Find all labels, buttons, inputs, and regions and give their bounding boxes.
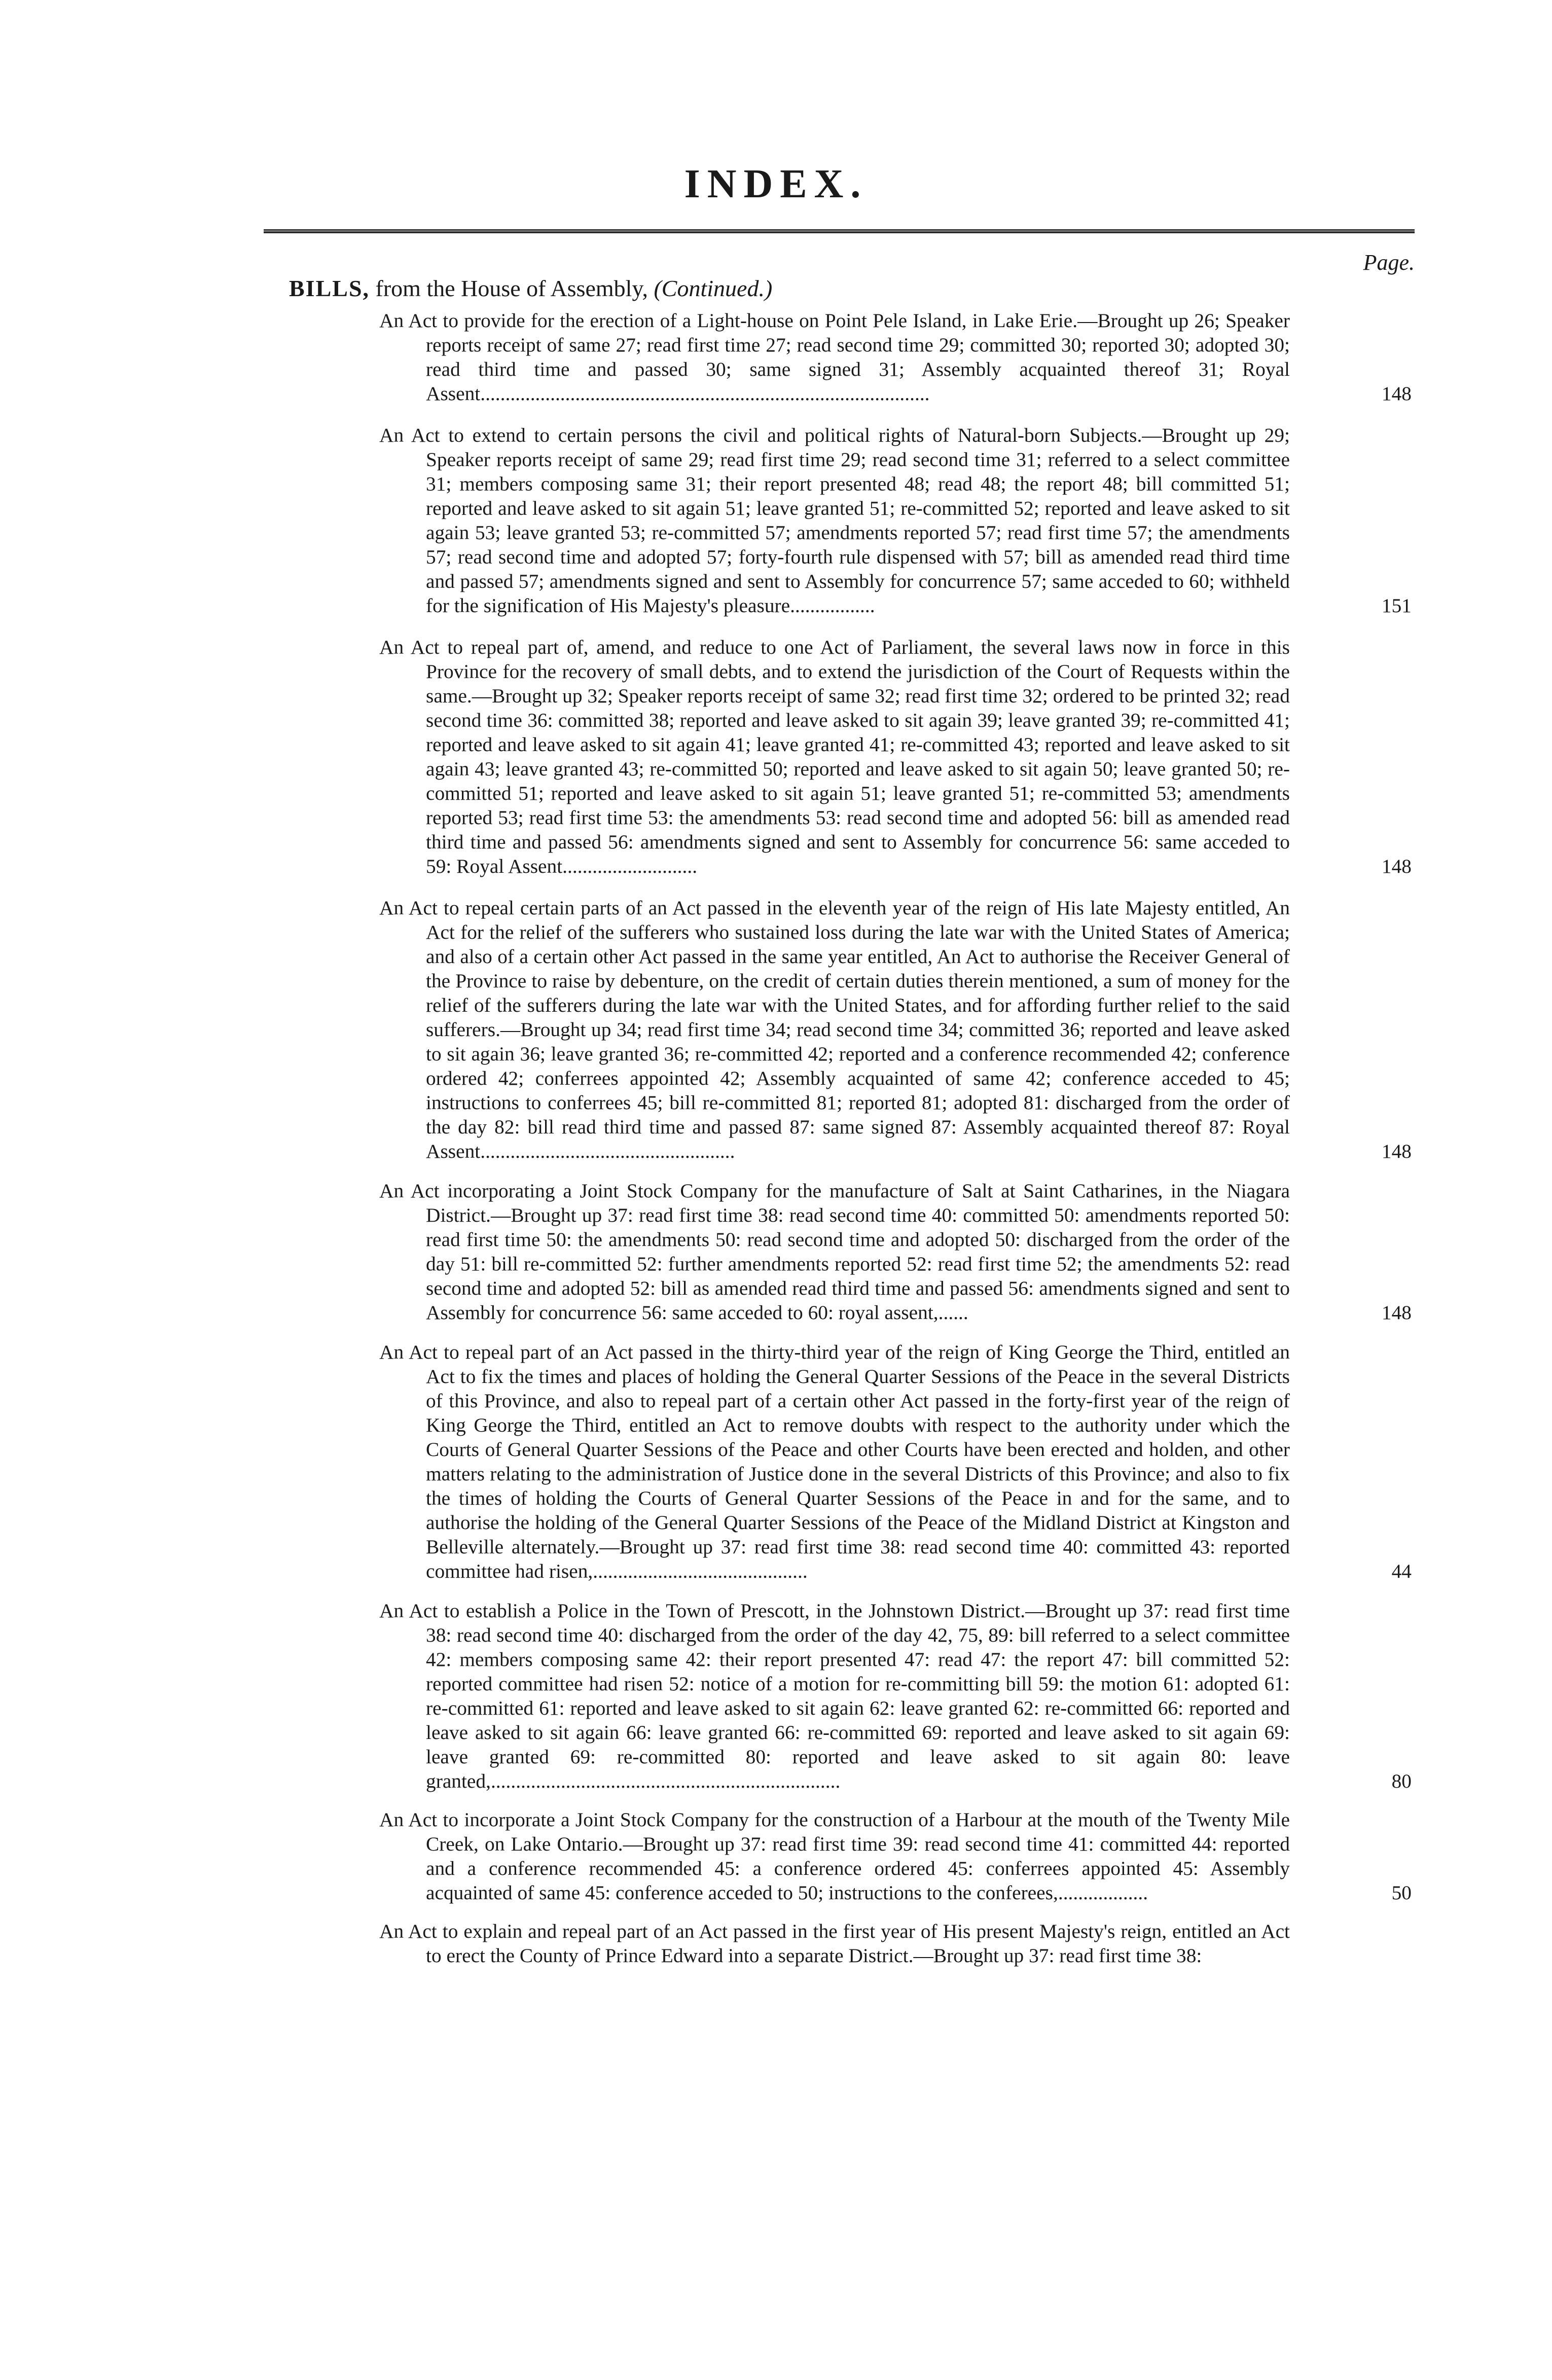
section-heading-label: BILLS, bbox=[289, 275, 370, 301]
index-entry bbox=[379, 1919, 1412, 1968]
index-entry-page-number: 148 bbox=[1381, 382, 1412, 405]
index-entry-text: An Act incorporating a Joint Stock Company for the manufacture of Salt at Saint Catharines, in the Niagara District.—Brought up 37: read first time 38: read second time 40: committed 50: amendments reported 50: read first time 50: the amendments 50: read second time and adopted 50: discharged from the order of the day 51: bill re-committed 52: further amendments reported 52: read first time 52; the amendments 52: read second time and adopted 52: bill as amended read third time and passed 56: amendments signed and sent to Assembly for concurrence 56: same acceded to 60: royal assent,...... bbox=[379, 1180, 1290, 1324]
section-subheading: from the House of Assembly, bbox=[375, 275, 648, 301]
title-rule bbox=[264, 229, 1415, 233]
index-entry bbox=[379, 1340, 1412, 1583]
index-entry bbox=[379, 423, 1412, 618]
index-entry-page-number: 151 bbox=[1381, 594, 1412, 617]
page-title: INDEX. bbox=[684, 162, 868, 206]
index-entry-text: An Act to incorporate a Joint Stock Company for the construction of a Harbour at the mouth of the Twenty Mile Creek, on Lake Ontario.—Brought up 37: read first time 39: read second time 41: committed 44: reported and a conference recommended 45: a conference ordered 45: conferrees appointed 45: Assembly acquainted of same 45: conference acceded to 50; instructions to the conferees,.................. bbox=[379, 1808, 1290, 1904]
index-entry bbox=[379, 1807, 1412, 1905]
index-entry-text: An Act to extend to certain persons the civil and political rights of Natural-born Subjects.—Brought up 29; Speaker reports receipt of same 29; read first time 29; read second time 31; referred to a select committee 31; members composing same 31; their report presented 48; read 48; the report 48; bill committed 51; reported and leave asked to sit again 51; leave granted 51; re-committed 52; reported and leave asked to sit again 53; leave granted 53; re-committed 57; amendments reported 57; read first time 57; the amendments 57; read second time and adopted 57; forty-fourth rule dispensed with 57; bill as amended read third time and passed 57; amendments signed and sent to Assembly for concurrence 57; same acceded to 60; withheld for the signification of His Majesty's pleasure................. bbox=[379, 424, 1290, 617]
index-entry bbox=[379, 896, 1412, 1163]
section-heading bbox=[289, 275, 772, 302]
index-entry bbox=[379, 1179, 1412, 1325]
index-entry-page-number: 148 bbox=[1381, 1301, 1412, 1324]
index-entry bbox=[379, 635, 1412, 878]
index-entry-page-number: 148 bbox=[1381, 855, 1412, 877]
index-entry bbox=[379, 1598, 1412, 1793]
index-entry-page-number: 80 bbox=[1391, 1770, 1412, 1792]
index-entry-page-number: 50 bbox=[1391, 1881, 1412, 1904]
index-entry bbox=[379, 308, 1412, 406]
index-entry-text: An Act to repeal certain parts of an Act passed in the eleventh year of the reign of His late Majesty entitled, An Act for the relief of the sufferers who sustained loss during the late war with the United States of America; and also of a certain other Act passed in the same year entitled, An Act to authorise the Receiver General of the Province to raise by debenture, on the credit of certain duties therein mentioned, a sum of money for the relief of the sufferers during the late war with the United States, and for affording further relief to the said sufferers.—Brought up 34; read first time 34; read second time 34; committed 36; reported and leave asked to sit again 36; leave granted 36; re-committed 42; reported and a conference recommended 42; conference ordered 42; conferrees appointed 42; Assembly acquainted of same 42; conference acceded to 45; instructions to conferrees 45; bill re-committed 81; reported 81; adopted 81: discharged from the order of the day 82: bill read third time and passed 87: same signed 87: Assembly acquainted thereof 87: Royal Assent................................................... bbox=[379, 897, 1290, 1162]
index-entry-text: An Act to repeal part of an Act passed in the thirty-third year of the reign of King George the Third, entitled an Act to fix the times and places of holding the General Quarter Sessions of the Peace in the several Districts of this Province, and also to repeal part of a certain other Act passed in the forty-first year of the reign of King George the Third, entitled an Act to remove doubts with respect to the authority under which the Courts of General Quarter Sessions of the Peace and other Courts have been erected and holden, and other matters relating to the administration of Justice done in the several Districts of this Province; and also to fix the times of holding the Courts of General Quarter Sessions of the Peace in and for the same, and to authorise the holding of the General Quarter Sessions of the Peace of the Midland District at Kingston and Belleville alternately.—Brought up 37: read first time 38: read second time 40: committed 43: reported committee had risen,........................................... bbox=[379, 1341, 1290, 1582]
index-entry-text: An Act to repeal part of, amend, and reduce to one Act of Parliament, the several laws now in force in this Province for the recovery of small debts, and to extend the jurisdiction of the Court of Requests within the same.—Brought up 32; Speaker reports receipt of same 32; read first time 32; ordered to be printed 32; read second time 36: committed 38; reported and leave asked to sit again 39; leave granted 39; re-committed 41; reported and leave asked to sit again 41; leave granted 41; re-committed 43; reported and leave asked to sit again 43; leave granted 43; re-committed 50; reported and leave asked to sit again 50; leave granted 50; re-committed 51; reported and leave asked to sit again 51; leave granted 51; re-committed 53; amendments reported 53; read first time 53: the amendments 53: read second time and adopted 56: bill as amended read third time and passed 56: amendments signed and sent to Assembly for concurrence 56: same acceded to 59: Royal Assent........................... bbox=[379, 636, 1290, 877]
page-column-label: Page. bbox=[1363, 250, 1415, 275]
index-entry-list bbox=[379, 308, 1412, 1982]
section-continued-note: (Continued.) bbox=[654, 275, 773, 301]
index-entry-text: An Act to establish a Police in the Town of Prescott, in the Johnstown District.—Brought up 37: read first time 38: read second time 40: discharged from the order of the day 42, 75, 89: bill referred to a select committee 42: members composing same 42: their report presented 47: read 47: the report 47: bill committed 52: reported committee had risen 52: notice of a motion for re-committing bill 59: the motion 61: adopted 61: re-committed 61: reported and leave asked to sit again 62: leave granted 62: re-committed 66: reported and leave asked to sit again 66: leave granted 66: re-committed 69: reported and leave asked to sit again 69: leave granted 69: re-committed 80: reported and leave asked to sit again 80: leave granted,...................................................................... bbox=[379, 1600, 1290, 1792]
index-entry-page-number: 148 bbox=[1381, 1140, 1412, 1162]
index-entry-page-number: 44 bbox=[1391, 1560, 1412, 1582]
index-entry-text: An Act to provide for the erection of a Light-house on Point Pele Island, in Lake Erie.—Brought up 26; Speaker reports receipt of same 27; read first time 27; read second time 29; committed 30; reported 30; adopted 30; read third time and passed 30; same signed 31; Assembly acquainted thereof 31; Royal Assent.......................................................................................... bbox=[379, 309, 1290, 405]
index-entry-text: An Act to explain and repeal part of an Act passed in the first year of His present Majesty's reign, entitled an Act to erect the County of Prince Edward into a separate District.—Brought up 37: read first time 38: bbox=[379, 1920, 1290, 1967]
